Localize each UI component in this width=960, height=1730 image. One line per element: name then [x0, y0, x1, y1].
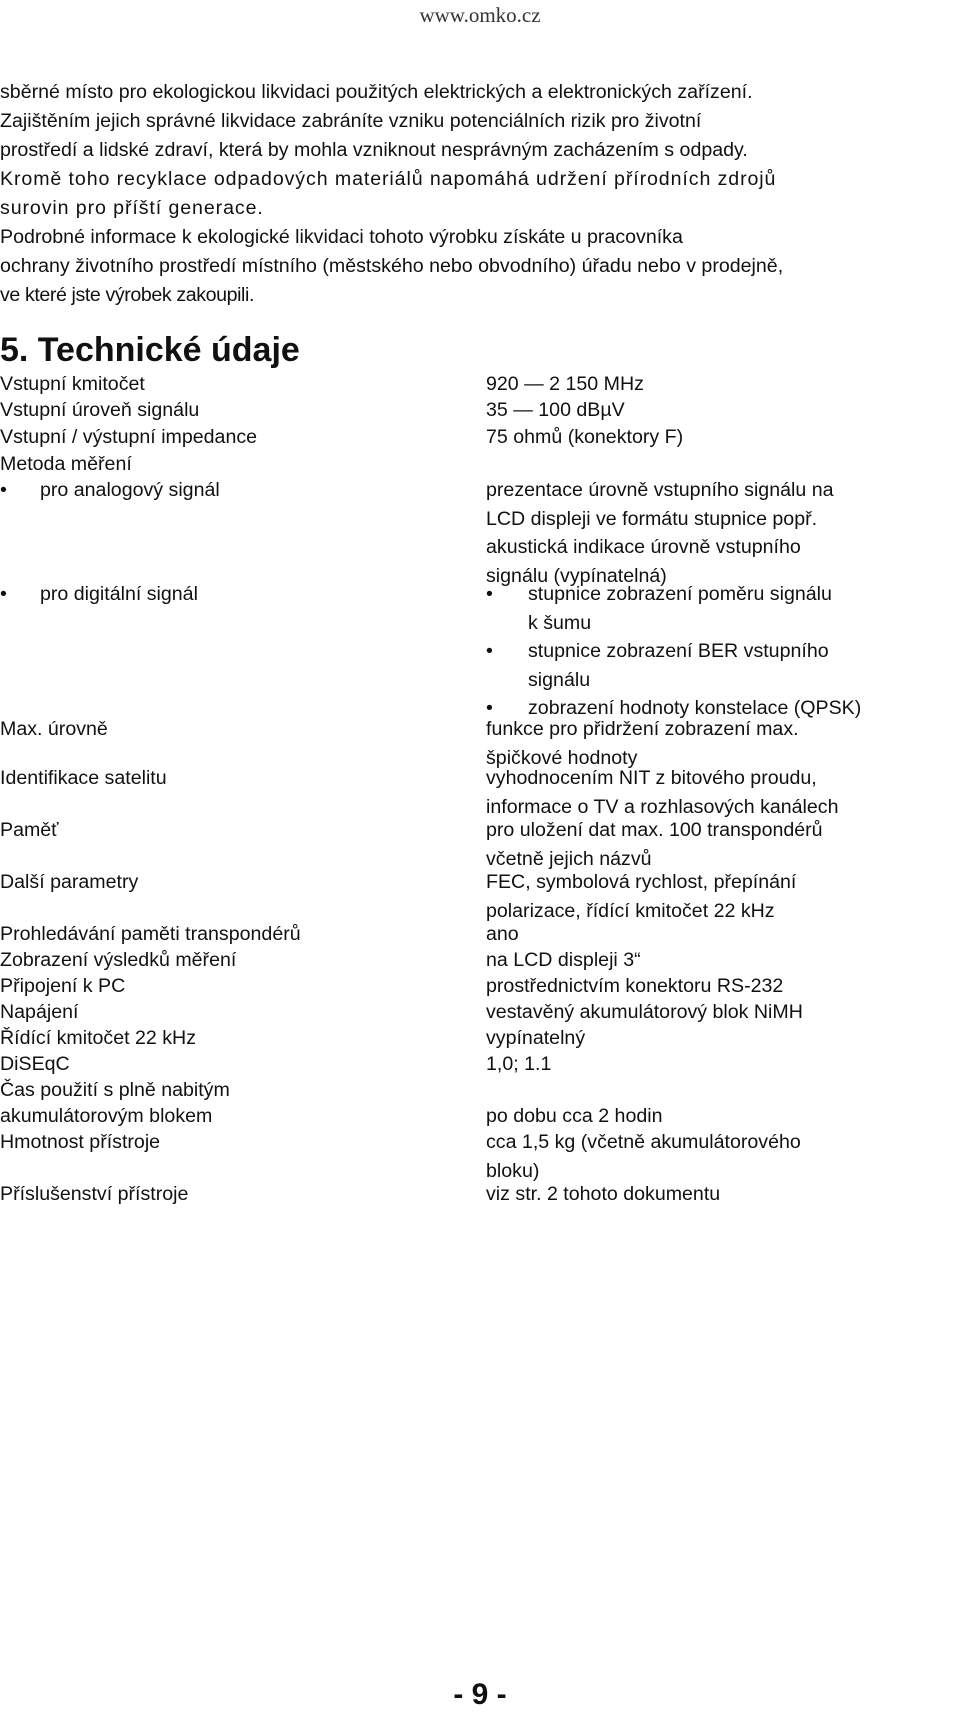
spec-value — [486, 998, 956, 1027]
spec-label: Vstupní / výstupní impedance — [0, 426, 258, 448]
spec-value-line: vestavěný akumulátorový blok NiMH — [486, 1001, 803, 1023]
spec-value-line: pro uložení dat max. 100 transpondérů — [486, 819, 823, 841]
spec-label: Řídící kmitočet 22 kHz — [0, 1027, 196, 1049]
spec-label: Napájení — [0, 1001, 79, 1023]
spec-value-line: prostřednictvím konektoru RS-232 — [486, 975, 784, 997]
spec-value-line: 75 ohmů (konektory F) — [486, 426, 684, 448]
spec-value — [486, 816, 956, 873]
spec-label-text: pro digitální signál — [40, 583, 198, 605]
spec-value — [486, 476, 956, 590]
spec-label: Vstupní kmitočet — [0, 373, 145, 395]
spec-value-line: stupnice zobrazení BER vstupního — [528, 640, 829, 662]
spec-label: Zobrazení výsledků měření — [0, 949, 237, 971]
spec-label: Hmotnost přístroje — [0, 1131, 161, 1153]
spec-value-line: k šumu — [528, 611, 592, 634]
spec-value — [486, 868, 956, 925]
spec-label: akumulátorovým blokem — [0, 1105, 213, 1127]
spec-value — [486, 972, 956, 1001]
spec-value-line: 1,0; 1.1 — [486, 1053, 552, 1075]
spec-value — [486, 423, 956, 452]
spec-value-line: po dobu cca 2 hodin — [486, 1105, 663, 1127]
spec-label: Metoda měření — [0, 453, 132, 475]
spec-value-line: akustická indikace úrovně vstupního — [486, 536, 801, 558]
spec-label-text: pro analogový signál — [40, 479, 220, 501]
spec-label: Čas použití s plně nabitým — [0, 1079, 230, 1101]
spec-value-line: 920 — 2 150 MHz — [486, 373, 644, 395]
spec-value — [486, 1128, 956, 1185]
spec-value — [486, 764, 956, 821]
spec-label: Identifikace satelitu — [0, 767, 167, 789]
spec-value-line: signálu — [528, 668, 591, 691]
intro-line: sběrné místo pro ekologickou likvidaci použitých elektrických a elektronických zařízení. — [0, 81, 753, 103]
spec-value-line: LCD displeji ve formátu stupnice popř. — [486, 507, 818, 530]
spec-value — [486, 1024, 956, 1053]
spec-value-line: prezentace úrovně vstupního signálu na — [486, 479, 834, 501]
intro-line: Kromě toho recyklace odpadových materiálů napomáhá udržení přírodních zdrojů — [0, 168, 777, 190]
spec-value-line: špičkové hodnoty — [486, 746, 638, 769]
spec-label: Max. úrovně — [0, 718, 108, 740]
bullet-icon: • — [486, 697, 493, 719]
spec-value-line: vypínatelný — [486, 1027, 586, 1049]
spec-label: Paměť — [0, 819, 59, 841]
spec-label: DiSEqC — [0, 1053, 70, 1075]
spec-sub-item — [486, 637, 956, 694]
bullet-icon: • — [0, 583, 7, 605]
bullet-icon: • — [0, 479, 7, 501]
header-url: www.omko.cz — [419, 3, 541, 27]
spec-value — [486, 370, 956, 399]
spec-value — [486, 946, 956, 975]
spec-value-line: 35 — 100 dBµV — [486, 399, 625, 421]
page-number: - 9 - — [453, 1678, 507, 1711]
spec-value-line: viz str. 2 tohoto dokumentu — [486, 1183, 721, 1205]
spec-value-line: cca 1,5 kg (včetně akumulátorového — [486, 1131, 801, 1153]
spec-value-line: stupnice zobrazení poměru signálu — [528, 583, 832, 605]
bullet-icon: • — [486, 583, 493, 605]
spec-value-line: na LCD displeji 3“ — [486, 949, 641, 971]
spec-value — [486, 920, 956, 949]
spec-value-line: včetně jejich názvů — [486, 847, 652, 870]
spec-value-line: funkce pro přidržení zobrazení max. — [486, 718, 799, 740]
spec-value — [486, 1180, 956, 1209]
spec-value-line: vyhodnocením NIT z bitového proudu, — [486, 767, 817, 789]
spec-sub-item — [486, 580, 956, 637]
intro-line: Podrobné informace k ekologické likvidaci tohoto výrobku získáte u pracovníka — [0, 226, 683, 248]
intro-line: ochrany životního prostředí místního (městského nebo obvodního) úřadu nebo v prodejně, — [0, 255, 784, 277]
spec-value-line: ano — [486, 923, 519, 945]
spec-value-line: FEC, symbolová rychlost, přepínání — [486, 871, 797, 893]
spec-value-line: signálu (vypínatelná) — [486, 564, 667, 587]
spec-value — [486, 1102, 956, 1131]
spec-value — [486, 396, 956, 425]
section-heading: 5. Technické údaje — [0, 331, 300, 369]
spec-value-line: informace o TV a rozhlasových kanálech — [486, 795, 839, 818]
intro-line: ve které jste výrobek zakoupili. — [0, 284, 255, 306]
spec-value-line: bloku) — [486, 1159, 540, 1182]
intro-line: surovin pro příští generace. — [0, 197, 264, 219]
bullet-icon: • — [486, 640, 493, 662]
spec-value — [486, 1050, 956, 1079]
spec-label: Další parametry — [0, 871, 139, 893]
spec-value-line: polarizace, řídící kmitočet 22 kHz — [486, 899, 775, 922]
spec-label: Připojení k PC — [0, 975, 126, 997]
intro-line: prostředí a lidské zdraví, která by mohla vzniknout nesprávným zacházením s odpady. — [0, 139, 748, 161]
spec-label: Vstupní úroveň signálu — [0, 399, 200, 421]
spec-label: Prohledávání paměti transpondérů — [0, 923, 301, 945]
spec-label: Příslušenství přístroje — [0, 1183, 189, 1205]
intro-line: Zajištěním jejich správné likvidace zabráníte vzniku potenciálních rizik pro životní — [0, 110, 702, 132]
spec-value-line: zobrazení hodnoty konstelace (QPSK) — [528, 697, 862, 719]
spec-value — [486, 580, 956, 723]
